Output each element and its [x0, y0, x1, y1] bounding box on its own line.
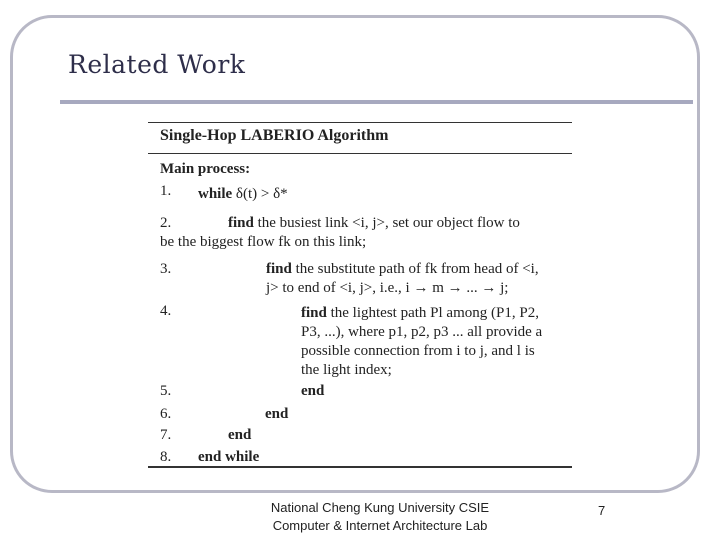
step-line — [301, 382, 324, 401]
footer-line-2: Computer & Internet Architecture Lab — [272, 518, 488, 533]
step-line — [198, 448, 259, 467]
step-continuation: the light index; — [301, 362, 392, 378]
algorithm-box — [148, 122, 572, 468]
slide-title: Related Work — [68, 50, 246, 79]
step-continuation: be the biggest flow fk on this link; — [160, 234, 367, 250]
step-number: 5. — [160, 383, 172, 399]
step-number: 1. — [160, 183, 172, 199]
step-text: the lightest path Pl among (P1, P2, — [326, 305, 539, 321]
step-keyword: end — [228, 427, 252, 443]
step-text: δ(t) > δ* — [232, 186, 288, 202]
step-number: 3. — [160, 261, 172, 277]
algorithm-body — [148, 154, 572, 466]
title-divider — [60, 100, 693, 104]
step-keyword: find — [301, 305, 327, 321]
step-line — [228, 214, 520, 233]
footer-line-1: National Cheng Kung University CSIE — [270, 500, 490, 515]
step-line — [228, 426, 251, 445]
step-text: the busiest link <i, j>, set our object flow to — [253, 215, 520, 231]
step-keyword: find — [266, 261, 292, 277]
algorithm-title: Single-Hop LABERIO Algorithm — [160, 127, 389, 144]
step-number: 8. — [160, 449, 172, 465]
main-process-label: Main process: — [160, 161, 251, 177]
step-line — [301, 304, 539, 323]
step-keyword: end — [265, 406, 289, 422]
footer — [240, 499, 520, 535]
step-keyword: while — [198, 186, 233, 202]
step-line — [198, 185, 288, 204]
page-number: 7 — [598, 503, 606, 518]
step-line — [265, 405, 288, 424]
step-continuation: P3, ...), where p1, p2, p3 ... all provide a — [301, 324, 543, 340]
step-number: 6. — [160, 406, 172, 422]
step-continuation: j> to end of <i, j>, i.e., i → m → ... → j; — [266, 280, 509, 296]
step-number: 2. — [160, 215, 172, 231]
step-text: the substitute path of fk from head of <i, — [291, 261, 539, 277]
step-keyword: end — [301, 383, 325, 399]
step-line — [266, 260, 539, 279]
step-number: 7. — [160, 427, 172, 443]
step-keyword: end while — [198, 449, 260, 465]
step-keyword: find — [228, 215, 254, 231]
step-continuation: possible connection from i to j, and l is — [301, 343, 535, 359]
step-number: 4. — [160, 303, 172, 319]
